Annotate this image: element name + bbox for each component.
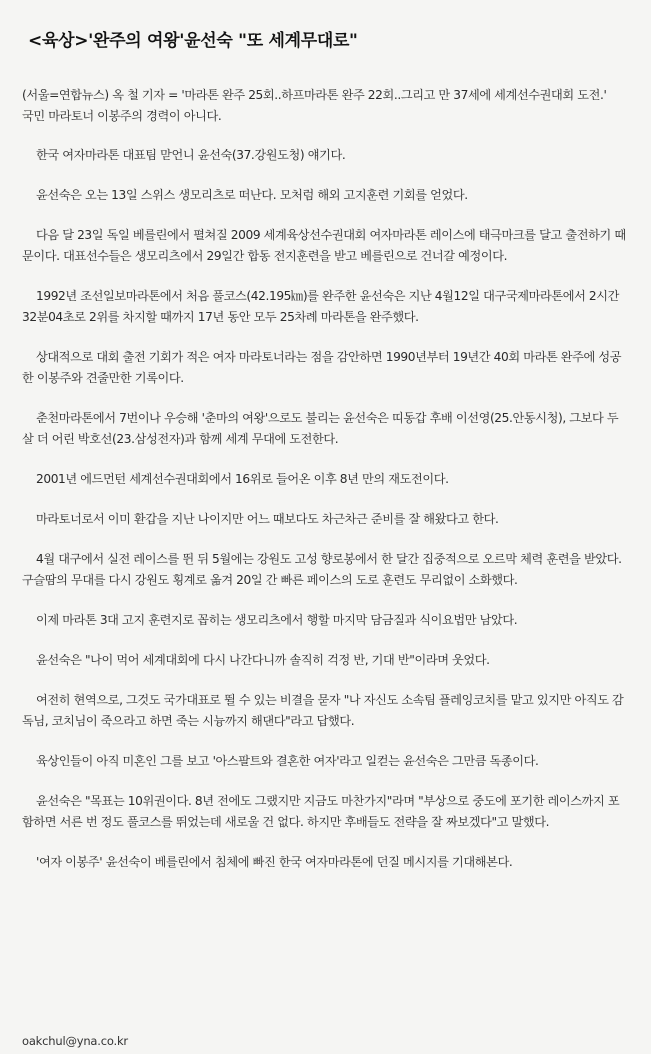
article-paragraph: 1992년 조선일보마라톤에서 처음 풀코스(42.195㎞)를 완주한 윤선숙은 지난 4월12일 대구국제마라톤에서 2시간32분04초로 2위를 차지할 때까지 17년 동안 모두 25차례 마라톤을 완주했다. — [22, 289, 620, 324]
article-paragraph: 마라토너로서 이미 환갑을 지난 나이지만 어느 때보다도 차근차근 준비를 잘 해왔다고 한다. — [36, 512, 499, 526]
article-paragraph: 여전히 현역으로, 그것도 국가대표로 뛸 수 있는 비결을 묻자 "나 자신도 소속팀 플레잉코치를 맡고 있지만 아직도 감독님, 코치님이 죽으라고 하면 죽는 시늉까지 해댄다"라고 답했다. — [22, 693, 624, 728]
article-paragraph: 4월 대구에서 실전 레이스를 뛴 뒤 5월에는 강원도 고성 향로봉에서 한 달간 집중적으로 오르막 체력 훈련을 받았다. 구슬땀의 무대를 다시 강원도 횡계로 옮겨 20일 간 빠른 페이스의 도로 훈련도 무리없이 소화했다. — [22, 552, 622, 587]
article-paragraph: 이제 마라톤 3대 고지 훈련지로 꼽히는 생모리츠에서 행할 마지막 담금질과 식이요법만 남았다. — [36, 613, 518, 627]
article-paragraph: 윤선숙은 "목표는 10위권이다. 8년 전에도 그랬지만 지금도 마찬가지"라며 "부상으로 중도에 포기한 레이스까지 포함하면 서른 번 정도 풀코스를 뛰었는데 새로울 건 없다. 하지만 후배들도 전략을 잘 짜보겠다"고 말했다. — [22, 794, 620, 829]
article-paragraph: 한국 여자마라톤 대표팀 맏언니 윤선숙(37.강원도청) 얘기다. — [36, 148, 346, 162]
article-paragraph: 상대적으로 대회 출전 기회가 적은 여자 마라토너라는 점을 감안하면 1990년부터 19년간 40회 마라톤 완주에 성공한 이봉주와 견줄만한 기록이다. — [22, 350, 622, 385]
article-paragraph: 다음 달 23일 독일 베를린에서 펼쳐질 2009 세계육상선수권대회 여자마라톤 레이스에 태극마크를 달고 출전하기 때문이다. 대표선수들은 생모리츠에서 29일간 합동 전지훈련을 받고 베를린으로 건너갈 예정이다. — [22, 228, 626, 263]
article-paragraph: 춘천마라톤에서 7번이나 우승해 '춘마의 여왕'으로도 불리는 윤선숙은 띠동갑 후배 이선영(25.안동시청), 그보다 두 살 더 어린 박호선(23.삼성전자)과 함께 세계 무대에 도전한다. — [22, 411, 619, 446]
article-body — [22, 85, 629, 873]
reporter-email: oakchul@yna.co.kr — [22, 1034, 128, 1048]
article-paragraph: 윤선숙은 "나이 먹어 세계대회에 다시 나간다니까 솔직히 걱정 반, 기대 반"이라며 웃었다. — [36, 653, 490, 667]
article-paragraph: 육상인들이 아직 미혼인 그를 보고 '아스팔트와 결혼한 여자'라고 일컫는 윤선숙은 그만큼 독종이다. — [36, 754, 539, 768]
article-paragraph: 2001년 에드먼턴 세계선수권대회에서 16위로 들어온 이후 8년 만의 재도전이다. — [36, 472, 449, 486]
article-paragraph: 윤선숙은 오는 13일 스위스 생모리츠로 떠난다. 모처럼 해외 고지훈련 기회를 얻었다. — [36, 188, 468, 202]
article-paragraph: 국민 마라토너 이봉주의 경력이 아니다. — [22, 109, 222, 123]
article-headline: <육상>'완주의 여왕'윤선숙 "또 세계무대로" — [28, 31, 358, 51]
article-paragraph: '여자 이봉주' 윤선숙이 베를린에서 침체에 빠진 한국 여자마라톤에 던질 메시지를 기대해본다. — [36, 855, 513, 869]
article-paragraph: (서울=연합뉴스) 옥 철 기자 = '마라톤 완주 25회..하프마라톤 완주 22회..그리고 만 37세에 세계선수권대회 도전.' — [22, 88, 607, 102]
